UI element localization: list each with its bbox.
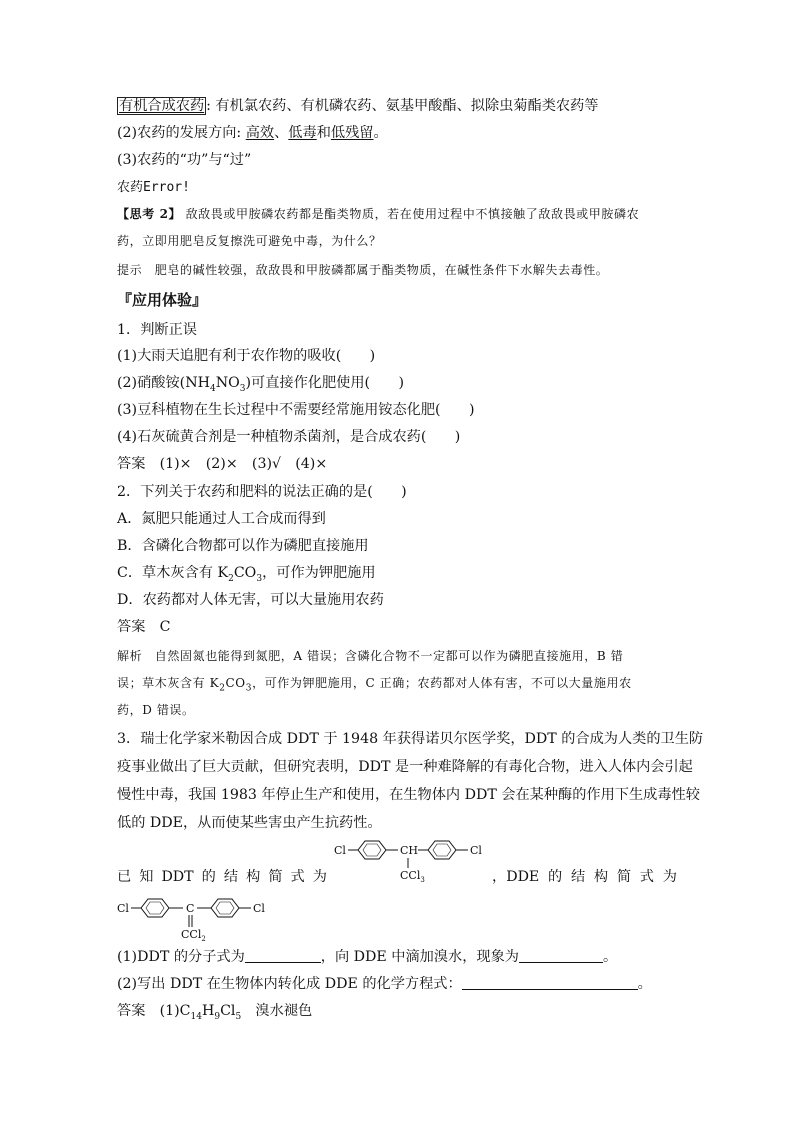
word: 已 <box>117 869 132 885</box>
word: 式 <box>639 869 654 885</box>
word: 为 <box>312 869 327 885</box>
ddt-ch: CH <box>400 844 419 857</box>
word: 的 <box>201 869 216 885</box>
exp-part: ，可作为钾肥施用，C 正确；农药都对人体有害，不可以大量施用农 <box>252 676 632 690</box>
question-2-title: 2．下列关于农药和肥料的说法正确的是( ) <box>117 484 407 500</box>
ddt-cl-left: Cl <box>334 844 346 857</box>
question-1-item-2 <box>117 373 404 399</box>
a3-part: 溴水褪色 <box>241 1003 313 1019</box>
option-b: B．含磷化合物都可以作为磷肥直接施用 <box>117 538 369 554</box>
direction-low-residue: 低残留 <box>330 125 374 141</box>
q3-1-text: 。 <box>602 949 618 965</box>
q3-2-text: 。 <box>637 976 652 992</box>
word: 简 <box>268 869 283 885</box>
a3-sub: 9 <box>214 1011 221 1022</box>
q1-2-part: NO <box>215 375 240 391</box>
option-c-part: CO <box>233 565 257 581</box>
explanation-line2 <box>117 673 632 698</box>
word: 式 <box>290 869 305 885</box>
q1-2-part: )可直接作化肥使用( ) <box>245 375 404 391</box>
pesticide-direction-line <box>117 123 388 143</box>
q3-2-text: (2)写出 DDT 在生物体内转化成 DDE 的化学方程式： <box>117 976 462 992</box>
question-3-line4: 低的 DDE，从而使某些害虫产生抗药性。 <box>117 815 382 831</box>
option-d: D．农药都对人体无害，可以大量施用农药 <box>117 592 384 608</box>
direction-end: 。 <box>373 125 388 141</box>
explanation-line3: 药，D 错误。 <box>117 703 195 717</box>
dde-cl-right: Cl <box>253 902 265 915</box>
direction-sep: 、 <box>274 125 289 141</box>
word: 为 <box>662 869 677 885</box>
dde-c: C <box>186 902 195 915</box>
known-ddt-label <box>117 867 327 887</box>
dde-ccl2: CCl$_2$ <box>181 928 206 943</box>
word: 结 <box>570 869 586 885</box>
question-1-title: 1．判断正误 <box>117 322 197 338</box>
direction-efficient: 高效 <box>245 125 275 141</box>
ddt-structure <box>332 836 502 888</box>
pesticide-types-line <box>117 96 599 116</box>
answer-3 <box>117 1001 312 1027</box>
answer-1: 答案 (1)× (2)× (3)√ (4)× <box>117 456 328 472</box>
option-c-sub: 3 <box>256 573 263 584</box>
exp-part: CO <box>225 676 246 690</box>
pesticide-error-line <box>117 177 190 198</box>
question-3-sub-2 <box>117 974 652 994</box>
q3-1-text: ，向 DDE 中滴加溴水，现象为 <box>320 949 519 965</box>
q1-2-part: (2)硝酸铵(NH <box>117 375 210 391</box>
direction-prefix: (2)农药的发展方向: <box>117 125 246 141</box>
direction-low-toxicity: 低毒 <box>288 125 317 141</box>
chemical-equation-blank[interactable] <box>462 975 638 990</box>
option-a: A．氮肥只能通过人工合成而得到 <box>117 511 326 527</box>
word: 的 <box>548 869 563 885</box>
option-c <box>117 563 376 589</box>
q3-1-text: (1)DDT 的分子式为 <box>117 949 245 965</box>
pesticide-types-text: : 有机氯农药、有机磷农药、氨基甲酸酯、拟除虫菊酯类农药等 <box>206 98 599 114</box>
exp-sub: 3 <box>245 683 253 694</box>
question-3-line3: 慢性中毒，我国 1983 年停止生产和使用，在生物体内 DDT 会在某种酶的作用下生成毒性较 <box>117 787 700 803</box>
think-text-1: 敌敌畏或甲胺磷农药都是酯类物质，若在使用过程中不慎接触了敌敌畏或甲胺磷农 <box>185 207 640 221</box>
think-question-line1 <box>117 204 639 224</box>
question-3-sub-1 <box>117 947 617 967</box>
word: 构 <box>246 869 261 885</box>
explanation-line1: 解析 自然固氮也能得到氮肥，A 错误；含磷化合物不一定都可以作为磷肥直接施用，B 错 <box>117 649 624 663</box>
word: 简 <box>616 869 632 885</box>
question-3-line2: 疫事业做出了巨大贡献，但研究表明，DDT 是一种难降解的有毒化合物，进入人体内会引起 <box>117 759 693 775</box>
answer-2: 答案 C <box>117 619 171 635</box>
question-3-line1: 3．瑞士化学家米勒因合成 DDT 于 1948 年获得诺贝尔医学奖，DDT 的合成为人类的卫生防 <box>117 731 704 747</box>
word: ，DDE <box>492 869 540 885</box>
a3-sub: 14 <box>190 1011 202 1022</box>
merits-faults-line: (3)农药的“功”与“过” <box>117 152 252 168</box>
pesticide-error-text: 农药Error! <box>117 180 190 195</box>
organic-synthetic-pesticide-term: 有机合成农药 <box>119 98 205 114</box>
question-1-item-4: (4)石灰硫黄合剂是一种植物杀菌剂，是合成农药( ) <box>117 429 461 445</box>
a3-part: H <box>201 1003 215 1019</box>
ddt-formula-blank[interactable] <box>245 948 321 963</box>
bromine-water-phenomenon-blank[interactable] <box>519 948 603 963</box>
q1-2-sub: 3 <box>239 383 246 394</box>
ddt-ccl3: CCl$_3$ <box>400 869 425 884</box>
q1-2-sub: 4 <box>209 383 216 394</box>
option-c-part: ，可作为钾肥施用 <box>262 565 376 581</box>
option-c-sub: 2 <box>228 573 234 584</box>
ddt-cl-right: Cl <box>470 844 482 857</box>
a3-part: Cl <box>220 1003 236 1019</box>
section-heading: 『应用体验』 <box>117 291 208 309</box>
option-c-part: C．草木灰含有 K <box>117 565 229 581</box>
exp-sub: 2 <box>219 683 226 694</box>
question-1-item-1: (1)大雨天追肥有利于农作物的吸收( ) <box>117 348 376 364</box>
a3-part: 答案 (1)C <box>117 1003 191 1019</box>
dde-structure-label <box>492 867 677 887</box>
word: DDT <box>161 869 194 885</box>
word: 构 <box>593 869 609 885</box>
dde-structure <box>115 894 285 948</box>
a3-sub: 5 <box>235 1011 242 1022</box>
question-1-item-3: (3)豆科植物在生长过程中不需要经常施用铵态化肥( ) <box>117 402 475 418</box>
exp-part: 误；草木灰含有 K <box>117 676 220 690</box>
dde-cl-left: Cl <box>117 902 129 915</box>
direction-and: 和 <box>316 125 331 141</box>
think-label: 【思考 2】 <box>117 207 182 221</box>
word: 结 <box>223 869 239 885</box>
hint-line: 提示 肥皂的碱性较强，敌敌畏和甲胺磷都属于酯类物质，在碱性条件下水解失去毒性。 <box>117 263 609 277</box>
word: 知 <box>139 869 154 885</box>
think-question-line2: 药，立即用肥皂反复擦洗可避免中毒，为什么？ <box>117 234 382 248</box>
